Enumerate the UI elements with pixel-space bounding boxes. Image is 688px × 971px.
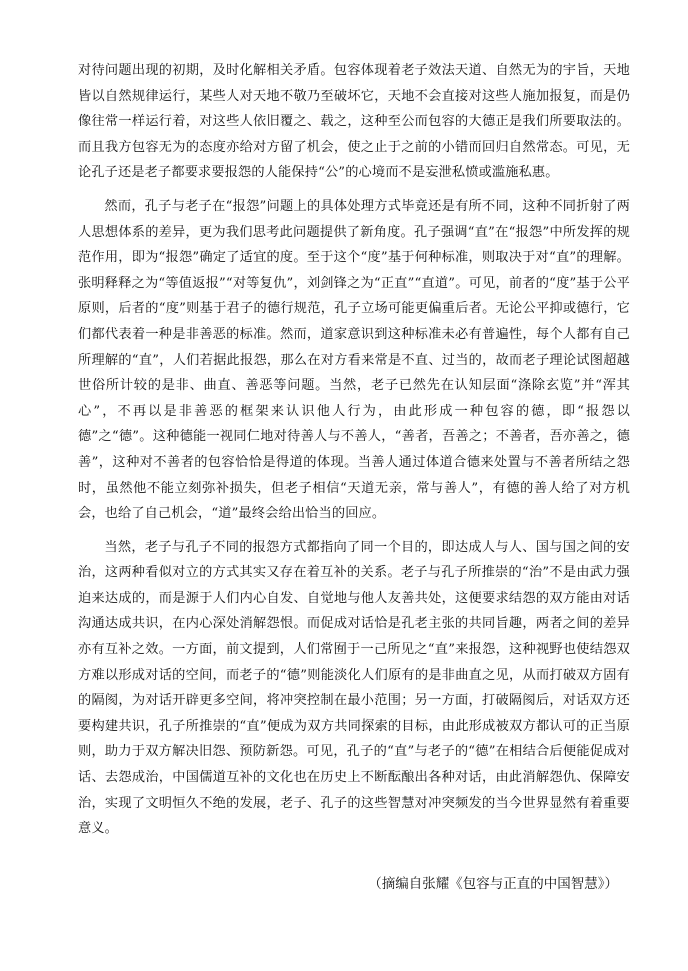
- source-citation: （摘编自张耀《包容与正直的中国智慧》）: [368, 876, 618, 892]
- paragraph-2: 然而，孔子与老子在“报怨”问题上的具体处理方式毕竟还是有所不同，这种不同折射了两人思想体系的差异，更为我们思考此问题提供了新角度。孔子强调“直”在“报怨”中所发挥的规范作用，即为“报怨”确定了适宜的度。至于这个“度”基于何种标准，则取决于对“直”的理解。张明释释之为“等值返报”“对等复仇”，刘剑锋之为“正直”“直道”。可见，前者的“度”基于公平原则，后者的“度”则基于君子的德行规范，孔子立场可能更偏重后者。无论公平抑或德行，它们都代表着一种是非善恶的标准。然而，道家意识到这种标准未必有普遍性，每个人都有自己所理解的“直”，人们若据此报怨，那么在对方看来常是不直、过当的，故而老子理论试图超越世俗所计较的是非、曲直、善恶等问题。当然，老子已然先在认知层面“涤除玄览”并“浑其心”，不再以是非善恶的框架来认识他人行为，由此形成一种包容的德，即“报怨以德”之“德”。这种德能一视同仁地对待善人与不善人，“善者，吾善之；不善者，吾亦善之，德善”，这种对不善者的包容恰恰是得道的体现。当善人通过体道合德来处置与不善者所结之怨时，虽然他不能立刻弥补损失，但老子相信“天道无亲，常与善人”，有德的善人给了对方机会，也给了自己机会，“道”最终会给出恰当的回应。: [78, 198, 630, 522]
- paragraph-3: 当然，老子与孔子不同的报怨方式都指向了同一个目的，即达成人与人、国与国之间的安治，这两种看似对立的方式其实又存在着互补的关系。老子与孔子所推崇的“治”不是由武力强迫来达成的，而是源于人们内心自发、自觉地与他人友善共处，这便要求结怨的双方能由对话沟通达成共识，在内心深处消解怨恨。而促成对话恰是孔老主张的共同旨趣，两者之间的差异亦有互补之效。一方面，前文提到，人们常囿于一己所见之“直”来报怨，这种视野也使结怨双方难以形成对话的空间，而老子的“德”则能淡化人们原有的是非曲直之见，从而打破双方固有的隔阂，为对话开辟更多空间，将冲突控制在最小范围；另一方面，打破隔阂后，对话双方还要构建共识，孔子所推崇的“直”便成为双方共同探索的目标，由此形成被双方都认可的正当原则，助力于双方解决旧怨、预防新怨。可见，孔子的“直”与老子的“德”在相结合后便能促成对话、去怨成治，中国儒道互补的文化也在历史上不断酝酿出各种对话，由此消解怨仇、保障安治，实现了文明恒久不绝的发展，老子、孔子的这些智慧对冲突频发的当今世界显然有着重要意义。: [78, 539, 630, 837]
- paragraph-1: 对待问题出现的初期，及时化解相关矛盾。包容体现着老子效法天道、自然无为的宇旨，天地皆以自然规律运行，某些人对天地不敬乃至破坏它，天地不会直接对这些人施加报复，而是仍像往常一样运行着，对这些人依旧覆之、载之，这种至公而包容的大德正是我们所要取法的。而且我方包容无为的态度亦给对方留了机会，使之止于之前的小错而回归自然常态。可见，无论孔子还是老子都要求要报怨的人能保持“公”的心境而不是妄泄私愤或滥施私惠。: [78, 63, 630, 181]
